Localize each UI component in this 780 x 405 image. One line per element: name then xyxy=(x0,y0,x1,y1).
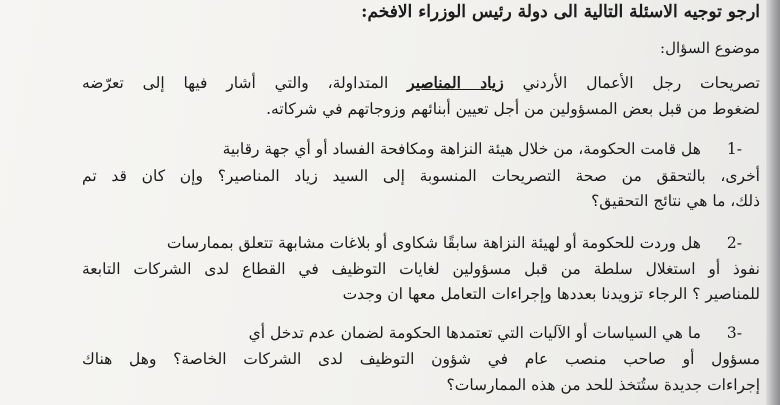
question-3-line-2: مسؤول أو صاحب منصب عام في شؤون التوظيف لدى الشركات الخاصة؟ وهل هناك xyxy=(82,350,760,368)
letter-header: ارجو توجيه الاسئلة التالية الى دولة رئيس الوزراء الافخم: xyxy=(361,2,760,22)
page-edge-shadow xyxy=(766,0,780,405)
intro-line-2: لضغوط من قبل بعض المسؤولين من أجل تعيين أبنائهم وزوجاتهم في شركاته. xyxy=(266,100,760,118)
question-text: هل قامت الحكومة، من خلال هيئة النزاهة ومكافحة الفساد أو أي جهة رقابية xyxy=(222,140,701,158)
question-number: -1 xyxy=(726,140,742,158)
question-3-line-3: إجراءات جديدة ستُتخذ للحد من هذه الممارسات؟ xyxy=(446,376,760,394)
question-1-line-3: ذلك، ما هي نتائج التحقيق؟ xyxy=(591,192,760,210)
question-2-line-3: للمناصير ؟ الرجاء تزويدنا بعددها وإجراءات التعامل معها ان وجدت xyxy=(342,285,760,303)
question-2-line-2: نفوذ أو استغلال سلطة من قبل مسؤولين لغايات التوظيف في القطاع لدى الشركات التابعة xyxy=(82,260,760,278)
question-number: -2 xyxy=(726,234,742,252)
question-1-line-1 xyxy=(82,139,742,159)
question-number: -3 xyxy=(726,324,742,342)
question-2-line-1 xyxy=(82,233,742,253)
question-3-line-1 xyxy=(82,323,742,343)
intro-before-name: تصريحات رجل الأعمال الأردني xyxy=(522,74,760,92)
question-1-line-2: أخرى، بالتحقق من صحة التصريحات المنسوبة إلى السيد زياد المناصير؟ وإن كان قد تم xyxy=(82,167,760,185)
subject-label: موضوع السؤال: xyxy=(660,39,760,57)
intro-line-1 xyxy=(82,73,760,93)
businessman-name: زياد المناصير xyxy=(407,73,504,92)
intro-after-name: المتداولة، والتي أشار فيها إلى تعرّضه xyxy=(82,74,389,92)
question-text: ما هي السياسات أو الآليات التي تعتمدها الحكومة لضمان عدم تدخل أي xyxy=(248,324,701,342)
question-text: هل وردت للحكومة أو لهيئة النزاهة سابقًا شكاوى أو بلاغات مشابهة تتعلق بممارسات xyxy=(166,234,701,252)
